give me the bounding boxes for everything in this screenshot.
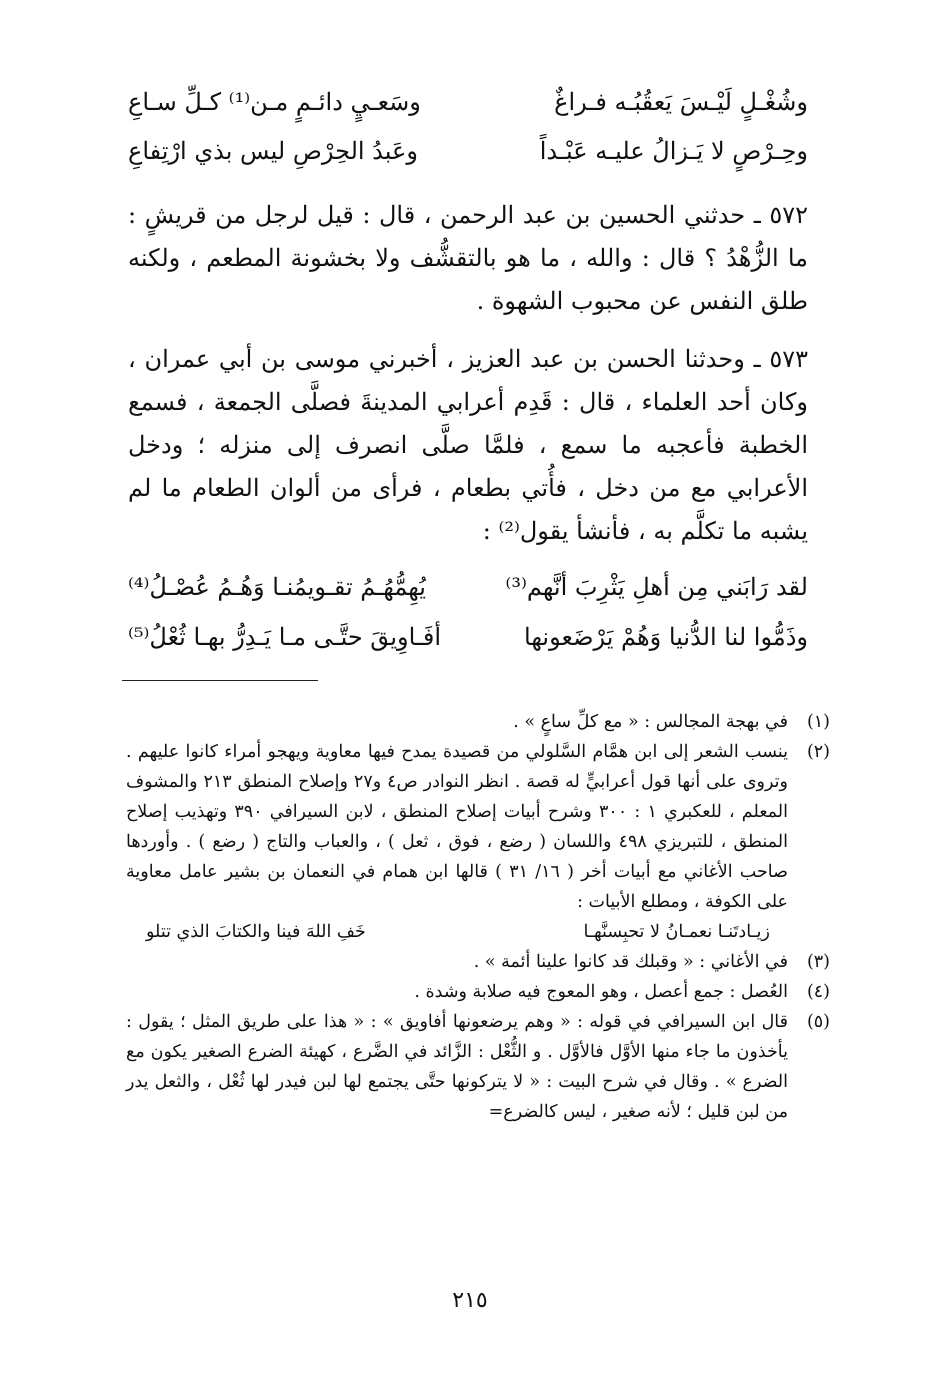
hemistich-left: أفَـاوِيقَ حتَّـى مـا يَـدِرُّ بهـا ثُعْلُ⁽⁵⁾ bbox=[128, 623, 442, 651]
footnote-1 bbox=[126, 707, 830, 737]
hemistich-left: وعَبدُ الحِرْصِ ليس بذي ارْتِفاعِ bbox=[128, 137, 418, 165]
page-number: ٢١٥ bbox=[452, 1288, 488, 1313]
verse-top-1 bbox=[128, 82, 808, 122]
footnote-verse bbox=[126, 917, 830, 947]
footnote-text: العُصل : جمع أعصل ، وهو المعوج فيه صلابة وشدة . bbox=[414, 982, 788, 1002]
verse-bottom-1 bbox=[128, 567, 808, 607]
hemistich-right: وذَمُّوا لنا الدُّنيا وَهُمْ يَرْضَعونها bbox=[524, 623, 808, 651]
footnote-separator bbox=[122, 680, 318, 681]
footnote-number: (١) bbox=[806, 712, 830, 732]
footnotes bbox=[126, 707, 830, 1127]
footnote-2 bbox=[126, 737, 830, 917]
hemistich-left: خَفِ اللهَ فينا والكتابَ الذي تتلو bbox=[146, 922, 366, 942]
footnote-number: (٤) bbox=[806, 982, 830, 1002]
hemistich-right: وشُغْـلٍ لَيْـسَ يَعقُبُـه فـراغٌ bbox=[554, 88, 808, 116]
footnote-number: (٢) bbox=[806, 742, 830, 762]
footnote-4 bbox=[126, 977, 830, 1007]
paragraph-573: ٥٧٣ ـ وحدثنا الحسن بن عبد العزيز ، أخبرني موسى بن أبي عمران ، وكان أحد العلماء ، قال : قَدِم أعرابي المدينةَ فصلَّى الجمعة ، فسمع الخطبة فأعجبه ما سمع ، فلمَّا صلَّى انصرف إلى منزله ؛ ودخل الأعرابي مع من دخل ، فأُتي بطعام ، فرأى من ألوان الطعام ما لم يشبه ما تكلَّم به ، فأنشأ يقول⁽²⁾ : bbox=[128, 345, 808, 545]
footnote-number: (٣) bbox=[806, 952, 830, 972]
verse-top-2 bbox=[128, 131, 808, 171]
footnote-text: في الأغاني : « وقبلك قد كانوا علينا أئمة » . bbox=[473, 952, 788, 972]
footnote-3 bbox=[126, 947, 830, 977]
footnote-text: قال ابن السيرافي في قوله : « وهم يرضعونها أفاويق » : « هذا على طريق المثل ؛ يقول : يأخذون ما جاء منها الأوَّل فالأوَّل . و الثُّعْل : الزَّائد في الضَّرع ، كهيئة الضرع الصغير يكون مع الضرع » . وقال في شرح البيت : « لا يتركونها حتَّى يجتمع لها لبن فيدر لها ثُعْل ، والثعل يدر من لبن قليل ؛ لأنه صغير ، ليس كالضرع= bbox=[126, 1012, 788, 1122]
hemistich-right: زيـادتَنـا نعمـانُ لا تحبِسنَّهـا bbox=[583, 922, 770, 942]
verse-bottom-2 bbox=[128, 617, 808, 657]
hemistich-left: وسَعـيٍ دائـمٍ مـن⁽¹⁾ كـلِّ سـاعِ bbox=[128, 88, 421, 116]
hemistich-right: وحِـرْصٍ لا يَـزالُ عليـه عَبْـداً bbox=[539, 137, 808, 165]
footnote-number: (٥) bbox=[806, 1012, 830, 1032]
paragraph-572: ٥٧٢ ـ حدثني الحسين بن عبد الرحمن ، قال : قيل لرجل من قريشٍ : ما الزُّهْدُ ؟ قال : والله ، ما هو بالتقشُّف ولا بخشونة المطعم ، ولكنه طلق النفس عن محبوب الشهوة . bbox=[128, 201, 808, 315]
hemistich-right: لقد رَابَني مِن أهلِ يَثْرِبَ أنَّهم⁽³⁾ bbox=[505, 573, 808, 601]
footnote-5 bbox=[126, 1007, 830, 1127]
footnote-text: ينسب الشعر إلى ابن همَّام السَّلولي من قصيدة يمدح فيها معاوية ويهجو أمراء كانوا عليهم . وتروى على أنها قول أعرابيٍّ له قصة . انظر النوادر ص٤ و٢٧ وإصلاح المنطق ٢١٣ والمشوف المعلم ، للعكبري ١ : ٣٠٠ وشرح أبيات إصلاح المنطق ، لابن السيرافي ٣٩٠ وتهذيب إصلاح المنطق ، للتبريزي ٤٩٨ واللسان ( رضع ، فوق ، ثعل ) ، والعباب والتاج ( رضع ) . وأوردها صاحب الأغاني مع أبيات أخر ( ١٦/ ٣١ ) قالها ابن همام في النعمان بن بشير عامل معاوية على الكوفة ، ومطلع الأبيات : bbox=[126, 742, 788, 912]
hemistich-left: يُهِمُّهُـمُ تقـويمُنـا وَهُـمُ عُصْـلُ⁽⁴⁾ bbox=[128, 573, 426, 601]
footnote-text: في بهجة المجالس : « مع كلِّ ساعٍ » . bbox=[513, 712, 788, 732]
